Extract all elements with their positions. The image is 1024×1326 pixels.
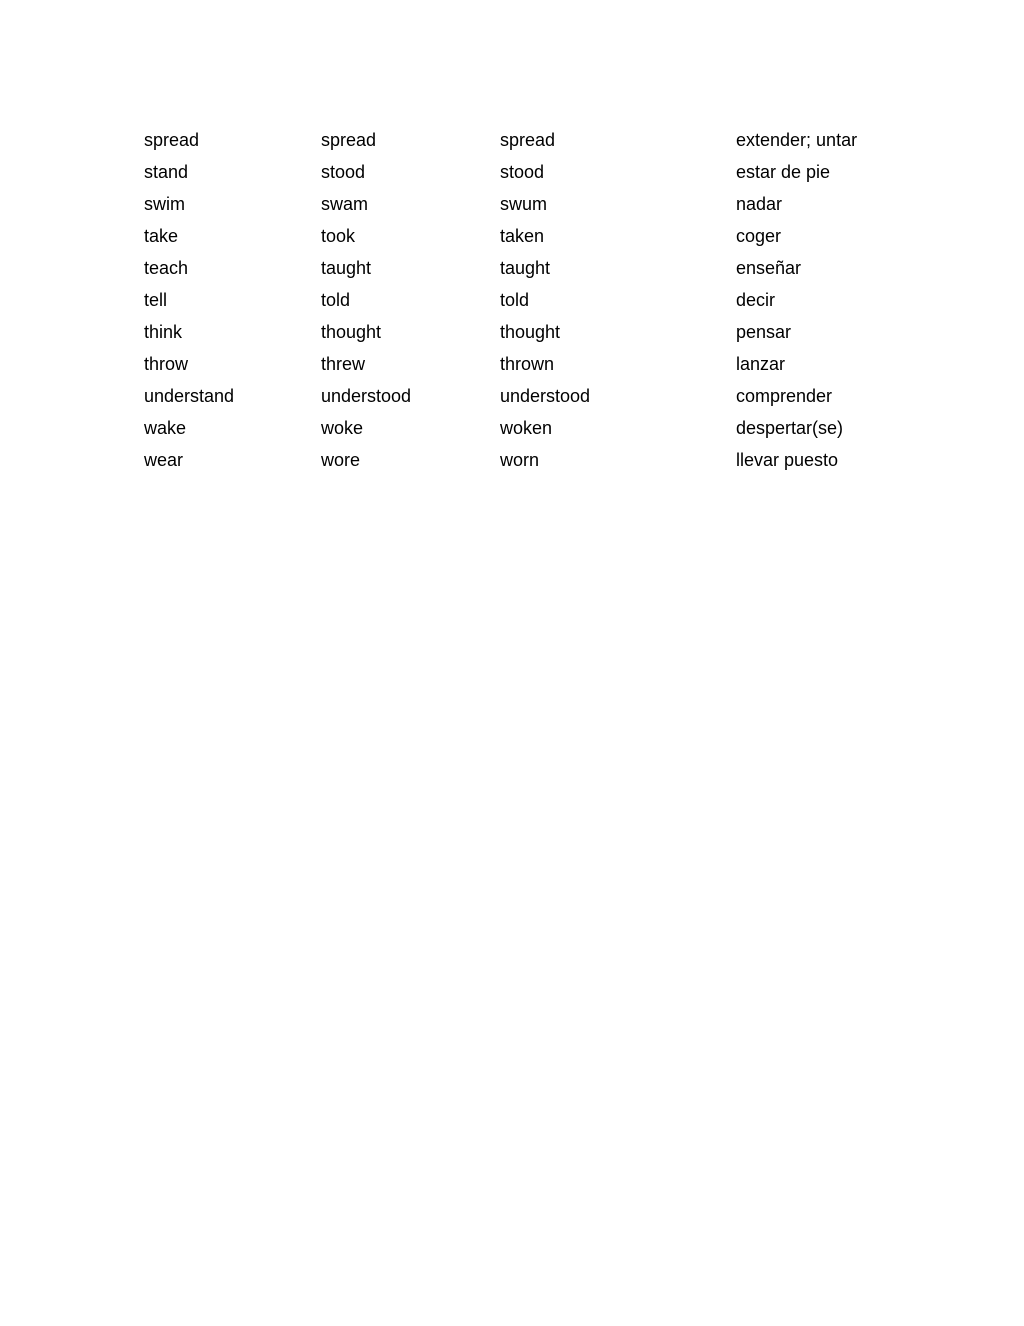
table-row xyxy=(144,160,904,192)
past-simple: wore xyxy=(321,450,361,470)
spanish-meaning: llevar puesto xyxy=(736,450,839,470)
spanish-meaning: comprender xyxy=(736,386,833,406)
spanish-meaning: lanzar xyxy=(736,354,786,374)
base-form: take xyxy=(144,226,179,246)
spanish-meaning: nadar xyxy=(736,194,783,214)
spanish-meaning: extender; untar xyxy=(736,130,858,150)
past-participle: understood xyxy=(500,386,591,406)
table-row xyxy=(144,320,904,352)
table-row xyxy=(144,352,904,384)
past-simple: stood xyxy=(321,162,366,182)
table-row xyxy=(144,448,904,480)
base-form: wear xyxy=(144,450,184,470)
base-form: think xyxy=(144,322,183,342)
spanish-meaning: enseñar xyxy=(736,258,802,278)
past-participle: spread xyxy=(500,130,556,150)
base-form: wake xyxy=(144,418,187,438)
spanish-meaning: decir xyxy=(736,290,776,310)
base-form: understand xyxy=(144,386,235,406)
spanish-meaning: estar de pie xyxy=(736,162,831,182)
table-row xyxy=(144,288,904,320)
spanish-meaning: despertar(se) xyxy=(736,418,844,438)
base-form: stand xyxy=(144,162,189,182)
base-form: teach xyxy=(144,258,189,278)
past-simple: thought xyxy=(321,322,382,342)
spanish-meaning: coger xyxy=(736,226,782,246)
past-participle: stood xyxy=(500,162,545,182)
past-simple: threw xyxy=(321,354,366,374)
table-row xyxy=(144,416,904,448)
past-participle: taken xyxy=(500,226,545,246)
table-row xyxy=(144,192,904,224)
past-participle: worn xyxy=(500,450,540,470)
past-simple: swam xyxy=(321,194,369,214)
past-simple: spread xyxy=(321,130,377,150)
base-form: throw xyxy=(144,354,189,374)
past-participle: woken xyxy=(500,418,553,438)
table-row xyxy=(144,128,904,160)
past-simple: took xyxy=(321,226,356,246)
past-participle: taught xyxy=(500,258,551,278)
base-form: tell xyxy=(144,290,168,310)
table-row xyxy=(144,384,904,416)
spanish-meaning: pensar xyxy=(736,322,792,342)
base-form: swim xyxy=(144,194,185,214)
base-form: spread xyxy=(144,130,200,150)
table-row xyxy=(144,224,904,256)
past-simple: taught xyxy=(321,258,372,278)
past-participle: thrown xyxy=(500,354,555,374)
past-participle: swum xyxy=(500,194,548,214)
past-participle: thought xyxy=(500,322,561,342)
past-simple: woke xyxy=(321,418,364,438)
table-row xyxy=(144,256,904,288)
irregular-verbs-table xyxy=(144,128,904,480)
past-simple: understood xyxy=(321,386,412,406)
past-simple: told xyxy=(321,290,351,310)
past-participle: told xyxy=(500,290,530,310)
